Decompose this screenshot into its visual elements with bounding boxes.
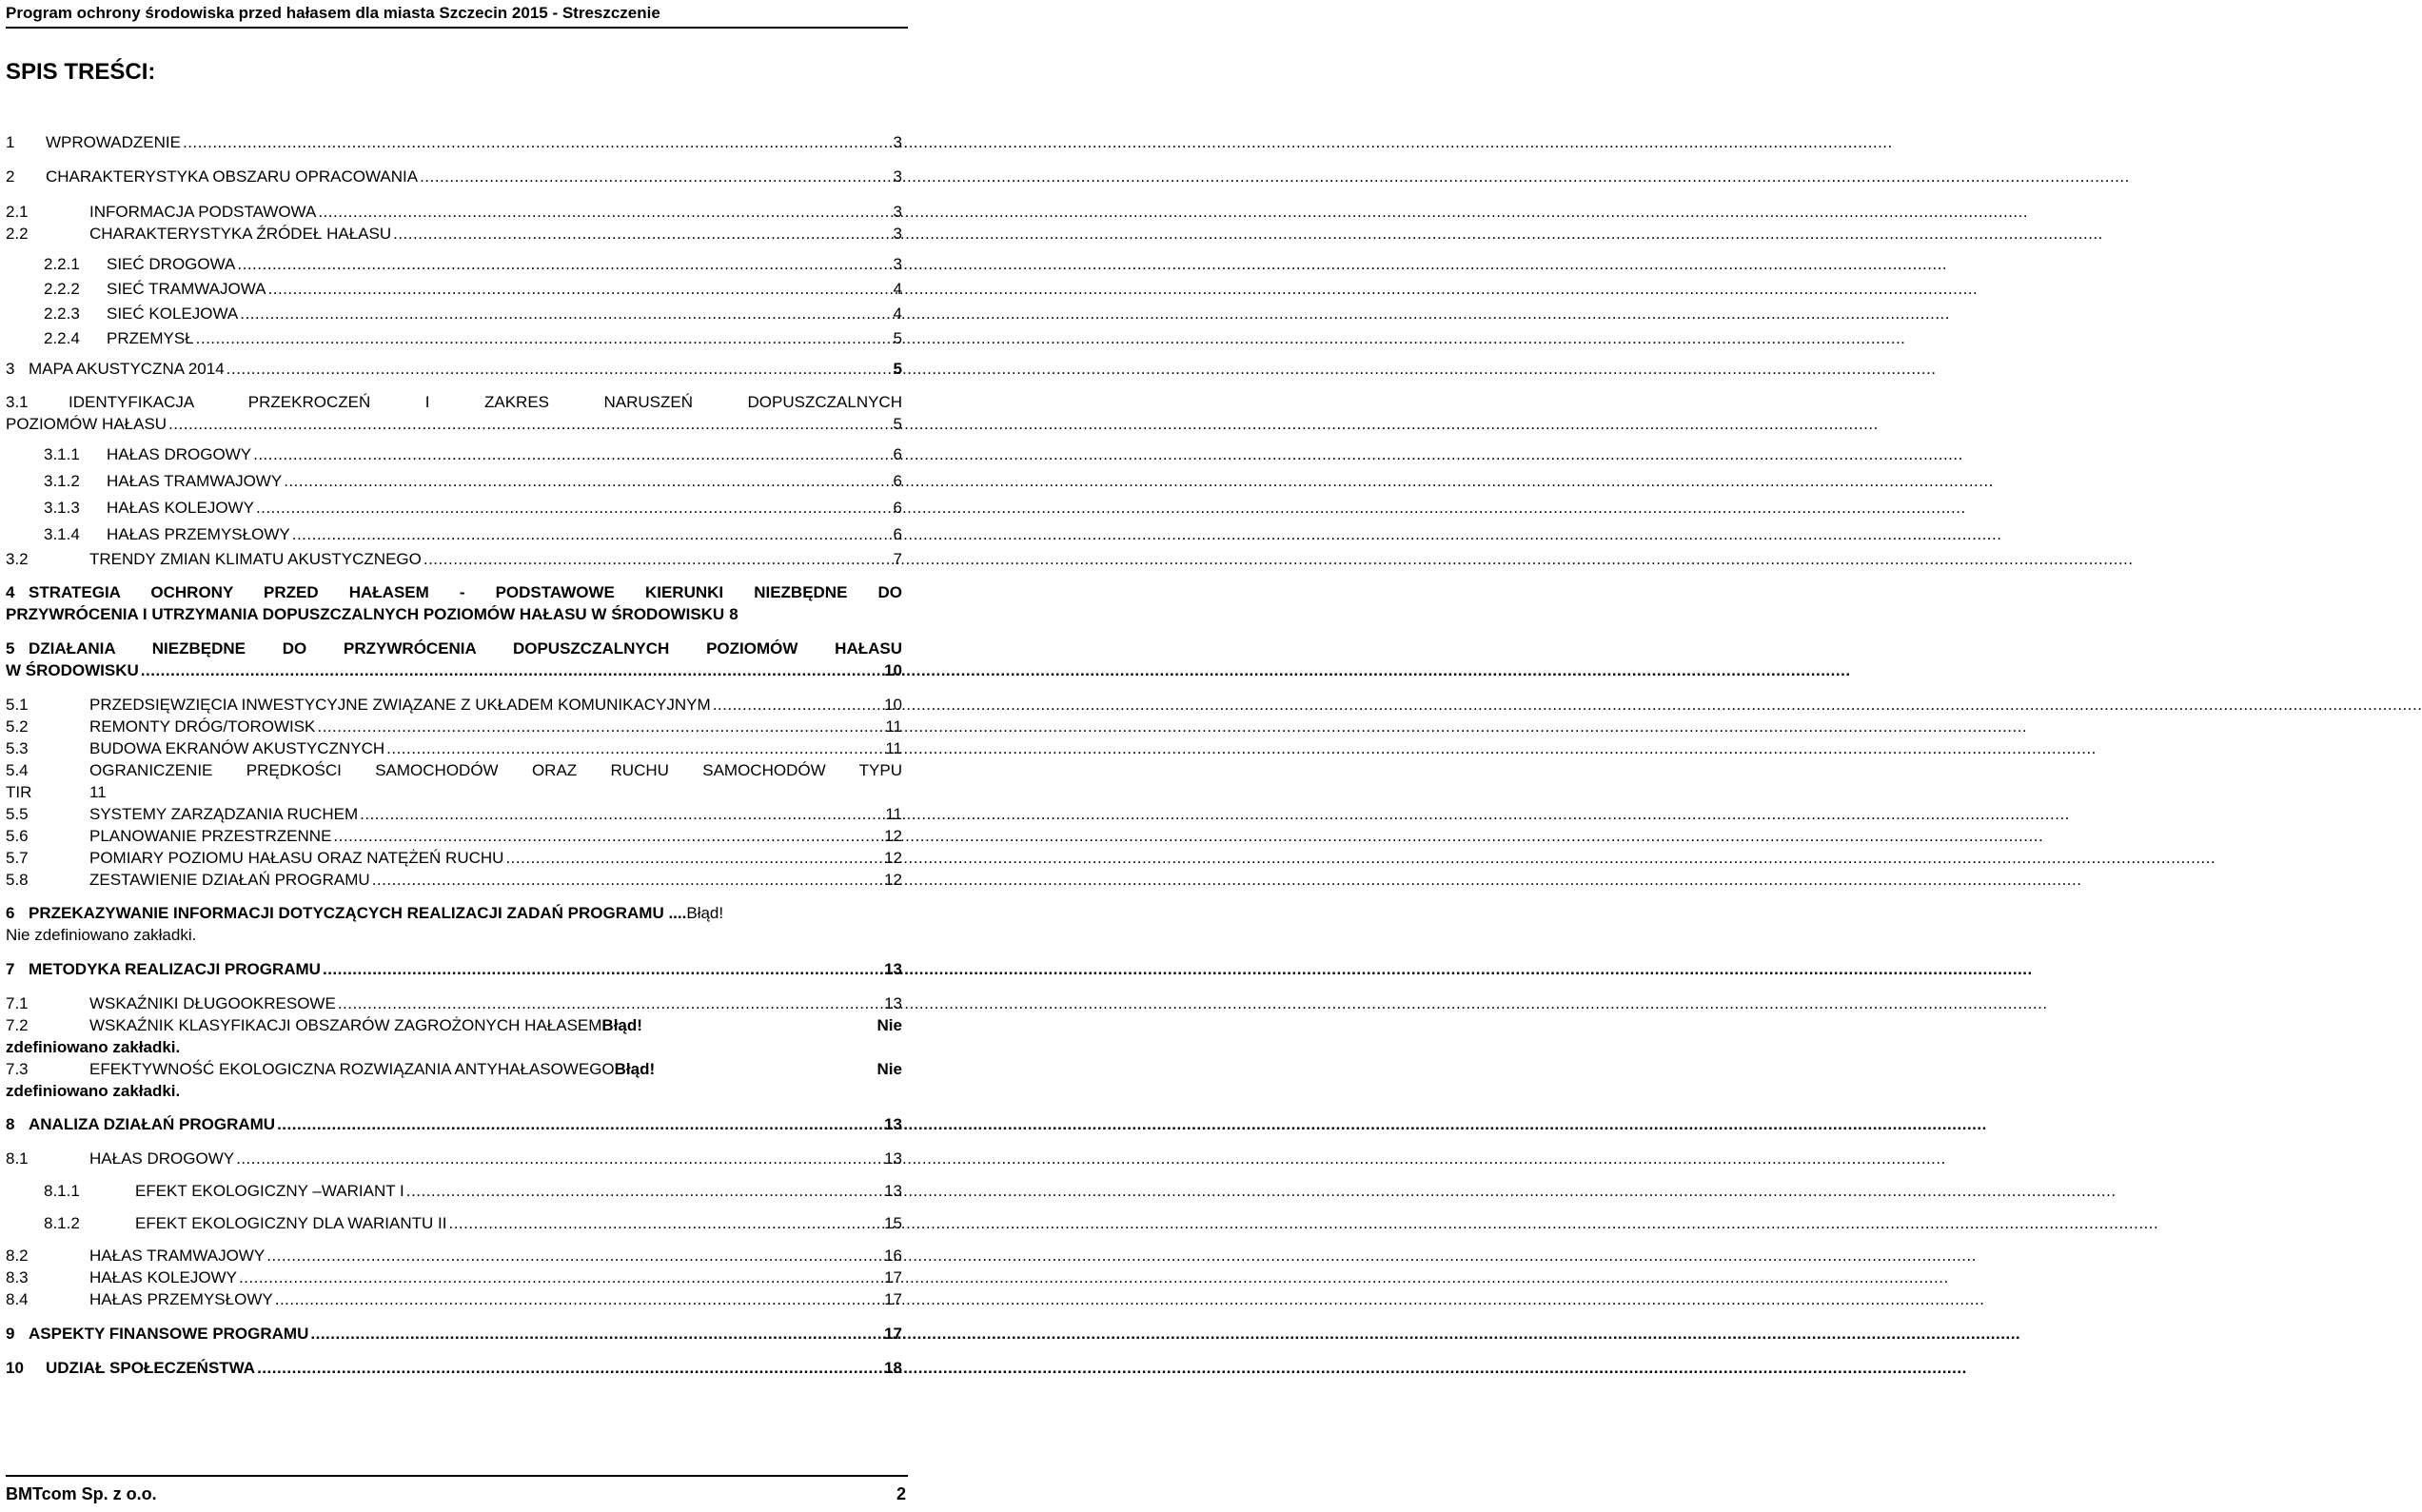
toc-entry-page: 4 [893, 304, 902, 323]
toc-entry-page: 11 [89, 783, 107, 801]
toc-entry-text: PRZEKAZYWANIE INFORMACJI DOTYCZĄCYCH REALIZACJI ZADAŃ PROGRAMU [29, 904, 664, 922]
toc-entry-number: 5.7 [6, 849, 29, 867]
toc-entry-page: 16 [884, 1247, 902, 1265]
toc-leader-dots: .... [663, 904, 687, 922]
toc-leader-dots [505, 849, 882, 868]
toc-entry-number: 1 [6, 133, 15, 151]
toc-entry-text: EFEKTYWNOŚĆ EKOLOGICZNA ROZWIĄZANIA ANTYHAŁASOWEGO [89, 1060, 615, 1078]
toc-entry-number: 3.1.2 [44, 472, 80, 490]
toc-entry-text: PRZEDSIĘWZIĘCIA INWESTYCYJNE ZWIĄZANE Z UKŁADEM KOMUNIKACYJNYM [89, 696, 711, 714]
toc-entry-5[interactable] [6, 639, 902, 658]
toc-entry-number: 5.3 [6, 739, 29, 757]
toc-entry-page: 5 [893, 415, 902, 433]
toc-leader-dots [310, 1325, 882, 1344]
toc-entry-number: 3.1.1 [44, 445, 80, 463]
toc-leader-dots [420, 167, 891, 187]
toc-entry-number: 2.2.2 [44, 280, 80, 298]
toc-entry-number: 2.2.1 [44, 255, 80, 273]
toc-entry-text: DZIAŁANIA NIEZBĘDNE DO PRZYWRÓCENIA DOPUSZCZALNYCH POZIOMÓW HAŁASU [29, 639, 902, 658]
toc-leader-dots [275, 1290, 882, 1309]
toc-leader-dots [253, 445, 891, 464]
toc-entry-page: 3 [893, 203, 902, 221]
footer-rule [6, 1475, 908, 1477]
header-title: Program ochrony środowiska przed hałasem dla miasta Szczecin 2015 - Streszczenie [6, 4, 660, 22]
toc-entry-page: 17 [884, 1290, 902, 1308]
toc-entry-2-2-1[interactable] [44, 255, 902, 280]
toc-entry-text-cont: PRZYWRÓCENIA I UTRZYMANIA DOPUSZCZALNYCH POZIOMÓW HAŁASU W ŚRODOWISKU [6, 605, 725, 623]
toc-entry-text: METODYKA REALIZACJI PROGRAMU [29, 960, 321, 978]
toc-leader-dots [141, 661, 882, 680]
toc-entry-text: HAŁAS PRZEMYSŁOWY [89, 1290, 273, 1308]
toc-entry-text: UDZIAŁ SPOŁECZEŃSTWA [46, 1359, 256, 1377]
toc-entry-text: HAŁAS DROGOWY [107, 445, 252, 463]
toc-entry-text: REMONTY DRÓG/TOROWISK [89, 717, 316, 736]
toc-entry-number: 5 [6, 639, 15, 658]
toc-entry-number: 2.1 [6, 203, 29, 221]
toc-entry-page: 3 [893, 133, 902, 151]
toc-entry-page: 12 [884, 827, 902, 845]
toc-leader-dots [360, 805, 883, 824]
toc-entry-number: 8.3 [6, 1268, 29, 1286]
toc-entry-9[interactable] [6, 1325, 902, 1349]
toc-entry-text: POMIARY POZIOMU HAŁASU ORAZ NATĘŻEŃ RUCHU [89, 849, 504, 867]
toc-entry-2-2[interactable] [6, 225, 902, 249]
toc-entry-number: 3.1.4 [44, 525, 80, 543]
toc-entry-page: 5 [893, 329, 902, 347]
toc-leader-dots [168, 415, 891, 434]
toc-entry-text: ZESTAWIENIE DZIAŁAŃ PROGRAMU [89, 871, 370, 889]
toc-entry-5-4-cont[interactable] [6, 783, 107, 802]
toc-entry-page: 12 [884, 849, 902, 867]
toc-entry-text: SIEĆ KOLEJOWA [107, 304, 239, 323]
toc-entry-number: 8.4 [6, 1290, 29, 1308]
toc-entry-text: PRZEMYSŁ [107, 329, 194, 347]
toc-entry-text: HAŁAS KOLEJOWY [89, 1268, 237, 1286]
toc-entry-number: 5.2 [6, 717, 29, 736]
toc-leader-dots [284, 472, 891, 491]
toc-leader-dots [196, 329, 892, 348]
toc-entry-page: 6 [893, 472, 902, 490]
toc-entry-page: 3 [893, 255, 902, 273]
toc-error-text-b: Nie [876, 1016, 902, 1034]
toc-entry-number: 10 [6, 1359, 24, 1377]
toc-error-text: Błąd! [686, 904, 724, 922]
toc-entry-2[interactable] [6, 167, 902, 192]
toc-entry-number: 5.1 [6, 696, 29, 714]
toc-entry-text: OGRANICZENIE PRĘDKOŚCI SAMOCHODÓW ORAZ RUCHU SAMOCHODÓW TYPU [89, 761, 902, 779]
toc-entry-text: BUDOWA EKRANÓW AKUSTYCZNYCH [89, 739, 385, 757]
toc-entry-text: HAŁAS DROGOWY [89, 1149, 235, 1168]
toc-entry-text: HAŁAS PRZEMYSŁOWY [107, 525, 290, 543]
toc-entry-number: 3.1.3 [44, 499, 80, 517]
toc-entry-number: 5.8 [6, 871, 29, 889]
toc-entry-text: HAŁAS TRAMWAJOWY [89, 1247, 266, 1265]
toc-entry-page: 13 [884, 960, 902, 978]
toc-entry-page: 6 [893, 525, 902, 543]
toc-error-text: Błąd! [601, 1016, 642, 1034]
toc-entry-3[interactable] [6, 360, 902, 384]
toc-entry-number: 5.5 [6, 805, 29, 823]
toc-entry-3-1-1[interactable] [44, 445, 902, 470]
toc-entry-page: 17 [884, 1268, 902, 1286]
toc-entry-number: 9 [6, 1325, 15, 1343]
toc-entry-page: 3 [893, 167, 902, 186]
toc-entry-5-4[interactable] [6, 761, 902, 780]
toc-entry-text: INFORMACJA PODSTAWOWA [89, 203, 317, 221]
toc-entry-page: 11 [885, 805, 902, 823]
toc-entry-number: 8.1 [6, 1149, 29, 1168]
toc-entry-8-1[interactable] [6, 1149, 902, 1174]
toc-entry-text: SIEĆ TRAMWAJOWA [107, 280, 266, 298]
toc-entry-8-1-2[interactable] [44, 1214, 902, 1239]
toc-error-text-cont: Nie zdefiniowano zakładki. [6, 926, 197, 944]
toc-entry-page: 4 [893, 280, 902, 298]
toc-entry-number: 8.1.1 [44, 1182, 80, 1200]
toc-entry-page: 13 [884, 994, 902, 1012]
toc-entry-number: 8 [6, 1115, 15, 1133]
toc-entry-3-1[interactable] [6, 393, 902, 412]
toc-entry-text: HAŁAS KOLEJOWY [107, 499, 254, 517]
toc-leader-dots [372, 871, 882, 890]
toc-leader-dots [393, 225, 891, 244]
toc-entry-number: 7.1 [6, 994, 29, 1012]
toc-entry-2-2-2[interactable] [44, 280, 902, 304]
toc-entry-7[interactable] [6, 960, 902, 985]
toc-entry-5-8[interactable] [6, 871, 902, 895]
toc-leader-dots [406, 1182, 882, 1201]
toc-leader-dots [239, 1268, 882, 1287]
toc-leader-dots [226, 360, 892, 379]
toc-leader-dots [338, 994, 882, 1013]
toc-leader-dots [713, 696, 882, 715]
toc-entry-text-cont: POZIOMÓW HAŁASU [6, 415, 167, 433]
toc-entry-text: STRATEGIA OCHRONY PRZED HAŁASEM - PODSTAWOWE KIERUNKI NIEZBĘDNE DO [29, 583, 902, 601]
toc-entry-8[interactable] [6, 1115, 902, 1140]
toc-leader-dots [333, 827, 882, 846]
toc-entry-text: EFEKT EKOLOGICZNY –WARIANT I [135, 1182, 404, 1200]
toc-leader-dots [256, 499, 892, 518]
toc-entry-page: 6 [893, 499, 902, 517]
toc-entry-7-3[interactable] [6, 1060, 902, 1079]
toc-entry-3-1-cont[interactable] [6, 415, 902, 440]
toc-entry-7-3-cont [6, 1082, 180, 1101]
toc-entry-text: CHARAKTERYSTYKA OBSZARU OPRACOWANIA [46, 167, 419, 186]
toc-entry-text: WPROWADZENIE [46, 133, 181, 151]
toc-entry-2-2-3[interactable] [44, 304, 902, 329]
toc-entry-2-2-4[interactable] [44, 329, 902, 354]
toc-leader-dots [257, 1359, 882, 1378]
toc-leader-dots [448, 1214, 882, 1233]
toc-entry-page: 11 [885, 739, 902, 757]
toc-entry-3-1-4[interactable] [44, 525, 902, 550]
footer-company: BMTcom Sp. z o.o. [6, 1484, 157, 1503]
toc-entry-number: 5.4 [6, 761, 29, 779]
toc-entry-number: 3 [6, 360, 15, 378]
toc-entry-page: 10 [884, 661, 902, 679]
toc-leader-dots [318, 203, 891, 222]
toc-entry-text: CHARAKTERYSTYKA ŹRÓDEŁ HAŁASU [89, 225, 392, 243]
toc-entry-page: 18 [884, 1359, 902, 1377]
toc-entry-text: EFEKT EKOLOGICZNY DLA WARIANTU II [135, 1214, 447, 1232]
header-rule [6, 27, 908, 29]
toc-error-text-b: Nie [876, 1060, 902, 1078]
toc-entry-3-1-2[interactable] [44, 472, 902, 497]
toc-entry-number: 2.2 [6, 225, 29, 243]
toc-entry-number: 7 [6, 960, 15, 978]
toc-entry-7-2[interactable] [6, 1016, 902, 1035]
toc-leader-dots [323, 960, 882, 979]
toc-leader-dots [266, 1247, 882, 1266]
toc-entry-page: 17 [884, 1325, 902, 1343]
toc-entry-3-2[interactable] [6, 550, 902, 575]
toc-entry-page: 13 [884, 1149, 902, 1168]
toc-entry-text: ASPEKTY FINANSOWE PROGRAMU [29, 1325, 309, 1343]
toc-entry-8-4[interactable] [6, 1290, 902, 1315]
toc-entry-page: 15 [884, 1214, 902, 1232]
toc-entry-page: 10 [884, 696, 902, 714]
toc-entry-6-cont [6, 926, 196, 945]
toc-entry-number: 8.1.2 [44, 1214, 80, 1232]
toc-entry-page: 8 [729, 605, 738, 623]
toc-leader-dots [423, 550, 892, 569]
toc-entry-text: WSKAŹNIK KLASYFIKACJI OBSZARÓW ZAGROŻONYCH HAŁASEM [89, 1016, 602, 1034]
toc-entry-page: 5 [893, 360, 902, 378]
toc-entry-4-cont[interactable] [6, 605, 902, 630]
toc-entry-1[interactable] [6, 133, 902, 158]
toc-entry-text: TRENDY ZMIAN KLIMATU AKUSTYCZNEGO [89, 550, 422, 568]
toc-entry-text: IDENTYFIKACJA PRZEKROCZEŃ I ZAKRES NARUSZEŃ DOPUSZCZALNYCH [69, 393, 902, 411]
toc-entry-page: 11 [885, 717, 902, 736]
toc-entry-number: 5.6 [6, 827, 29, 845]
toc-entry-text: ANALIZA DZIAŁAŃ PROGRAMU [29, 1115, 276, 1133]
toc-entry-3-1-3[interactable] [44, 499, 902, 523]
page-header [6, 0, 908, 29]
toc-entry-text: HAŁAS TRAMWAJOWY [107, 472, 283, 490]
toc-entry-text: MAPA AKUSTYCZNA 2014 [29, 360, 225, 378]
toc-entry-number: 6 [6, 904, 15, 922]
toc-leader-dots [240, 304, 891, 324]
toc-entry-number: 3.1 [6, 393, 29, 411]
toc-entry-page: 13 [884, 1182, 902, 1200]
toc-entry-text: SIEĆ DROGOWA [107, 255, 236, 273]
toc-leader-dots [236, 1149, 882, 1168]
toc-entry-page: 7 [893, 550, 902, 568]
toc-leader-dots [277, 1115, 882, 1134]
toc-leader-dots [292, 525, 892, 544]
toc-error-text-cont: zdefiniowano zakładki. [6, 1082, 181, 1100]
toc-error-text-cont: zdefiniowano zakładki. [6, 1038, 181, 1056]
toc-entry-page: 6 [893, 445, 902, 463]
toc-entry-4[interactable] [6, 583, 902, 602]
toc-leader-dots [268, 280, 892, 299]
toc-entry-5-cont[interactable] [6, 661, 902, 686]
toc-entry-page: 3 [893, 225, 902, 243]
toc-leader-dots [317, 717, 883, 736]
toc-entry-text-cont: W ŚRODOWISKU [6, 661, 139, 679]
toc-entry-number: 2.2.4 [44, 329, 80, 347]
toc-title: SPIS TREŚCI: [6, 59, 156, 85]
toc-entry-page: 12 [884, 871, 902, 889]
toc-error-text: Błąd! [614, 1060, 656, 1078]
toc-entry-page: 13 [884, 1115, 902, 1133]
toc-entry-7-2-cont [6, 1038, 180, 1057]
toc-leader-dots [386, 739, 883, 758]
toc-entry-number: 7.3 [6, 1060, 29, 1078]
toc-entry-number: 4 [6, 583, 15, 601]
toc-entry-10[interactable] [6, 1359, 902, 1384]
toc-entry-number: 7.2 [6, 1016, 29, 1034]
toc-leader-dots [237, 255, 891, 274]
toc-entry-text: SYSTEMY ZARZĄDZANIA RUCHEM [89, 805, 359, 823]
toc-entry-text-cont: TIR [6, 783, 32, 801]
toc-entry-6[interactable] [6, 904, 723, 923]
toc-leader-dots [183, 133, 892, 152]
toc-entry-number: 2 [6, 167, 15, 186]
toc-entry-text: WSKAŹNIKI DŁUGOOKRESOWE [89, 994, 336, 1012]
toc-entry-number: 2.2.3 [44, 304, 80, 323]
toc-entry-text: PLANOWANIE PRZESTRZENNE [89, 827, 332, 845]
toc-entry-8-1-1[interactable] [44, 1182, 902, 1207]
toc-entry-number: 8.2 [6, 1247, 29, 1265]
footer-page-number: 2 [896, 1484, 906, 1503]
toc-entry-number: 3.2 [6, 550, 29, 568]
